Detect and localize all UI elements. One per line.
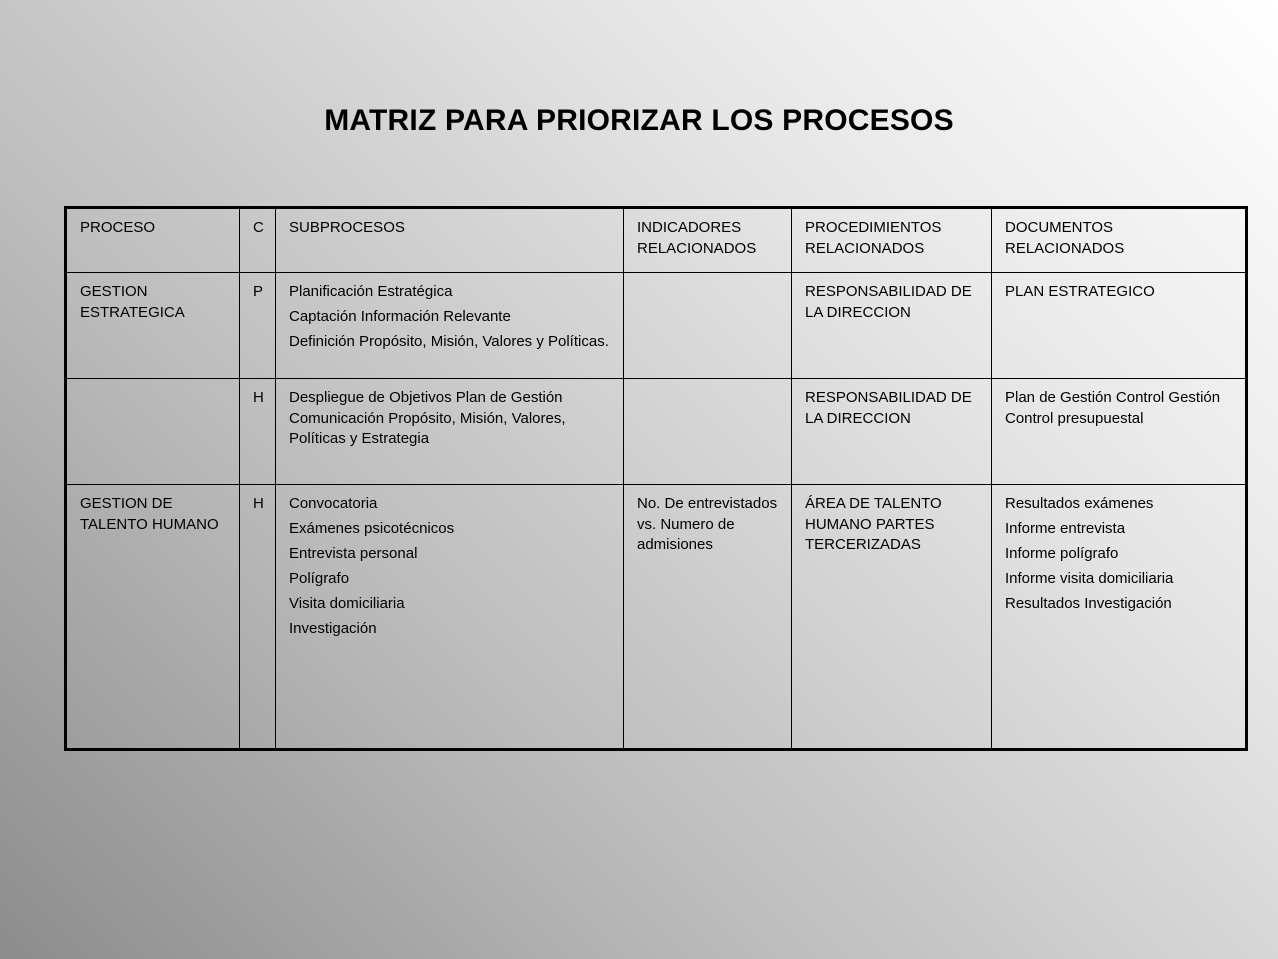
cell-documentos: [992, 273, 1247, 379]
cell-c: H: [240, 379, 276, 485]
cell-proceso: [66, 379, 240, 485]
header-documentos: DOCUMENTOS RELACIONADOS: [992, 208, 1247, 273]
header-indicadores: INDICADORES RELACIONADOS: [624, 208, 792, 273]
cell-c: H: [240, 485, 276, 750]
subproceso-item: Visita domiciliaria: [289, 595, 405, 612]
header-subprocesos: SUBPROCESOS: [276, 208, 624, 273]
cell-proceso: GESTION DE TALENTO HUMANO: [66, 485, 240, 750]
documento-item: Informe entrevista: [1005, 520, 1126, 537]
table-row: [66, 273, 1247, 379]
cell-c: P: [240, 273, 276, 379]
table-header-row: [66, 208, 1247, 273]
subproceso-item: Entrevista personal: [289, 545, 418, 562]
cell-procedimientos: RESPONSABILIDAD DE LA DIRECCION: [792, 273, 992, 379]
subproceso-item: Captación Información Relevante: [289, 308, 511, 325]
header-procedimientos: PROCEDIMIENTOS RELACIONADOS: [792, 208, 992, 273]
subproceso-item: Convocatoria: [289, 495, 378, 512]
subproceso-item: Despliegue de Objetivos Plan de Gestión Comunicación Propósito, Misión, Valores, Políticas y Estrategia: [289, 389, 566, 447]
documento-item: Resultados Investigación: [1005, 595, 1172, 612]
cell-documentos: [992, 485, 1247, 750]
cell-subprocesos: [276, 485, 624, 750]
subproceso-item: Definición Propósito, Misión, Valores y Políticas.: [289, 333, 609, 350]
documento-item: Plan de Gestión Control Gestión Control presupuestal: [1005, 389, 1221, 427]
cell-indicadores: [624, 273, 792, 379]
table-row: [66, 485, 1247, 750]
subproceso-item: Exámenes psicotécnicos: [289, 520, 455, 537]
cell-procedimientos: RESPONSABILIDAD DE LA DIRECCION: [792, 379, 992, 485]
documento-item: Informe polígrafo: [1005, 545, 1119, 562]
documento-item: Informe visita domiciliaria: [1005, 570, 1174, 587]
cell-documentos: [992, 379, 1247, 485]
cell-proceso: GESTION ESTRATEGICA: [66, 273, 240, 379]
cell-indicadores: [624, 379, 792, 485]
subproceso-item: Polígrafo: [289, 570, 350, 587]
subproceso-item: Planificación Estratégica: [289, 283, 453, 300]
cell-procedimientos: ÁREA DE TALENTO HUMANO PARTES TERCERIZADAS: [792, 485, 992, 750]
documento-item: PLAN ESTRATEGICO: [1005, 283, 1155, 300]
subproceso-item: Investigación: [289, 620, 377, 637]
process-matrix-table: [64, 206, 1248, 751]
table-row: [66, 379, 1247, 485]
cell-subprocesos: [276, 379, 624, 485]
header-proceso: PROCESO: [66, 208, 240, 273]
header-c: C: [240, 208, 276, 273]
cell-indicadores: No. De entrevistados vs. Numero de admisiones: [624, 485, 792, 750]
cell-subprocesos: [276, 273, 624, 379]
page-title: MATRIZ PARA PRIORIZAR LOS PROCESOS: [324, 104, 954, 137]
documento-item: Resultados exámenes: [1005, 495, 1154, 512]
